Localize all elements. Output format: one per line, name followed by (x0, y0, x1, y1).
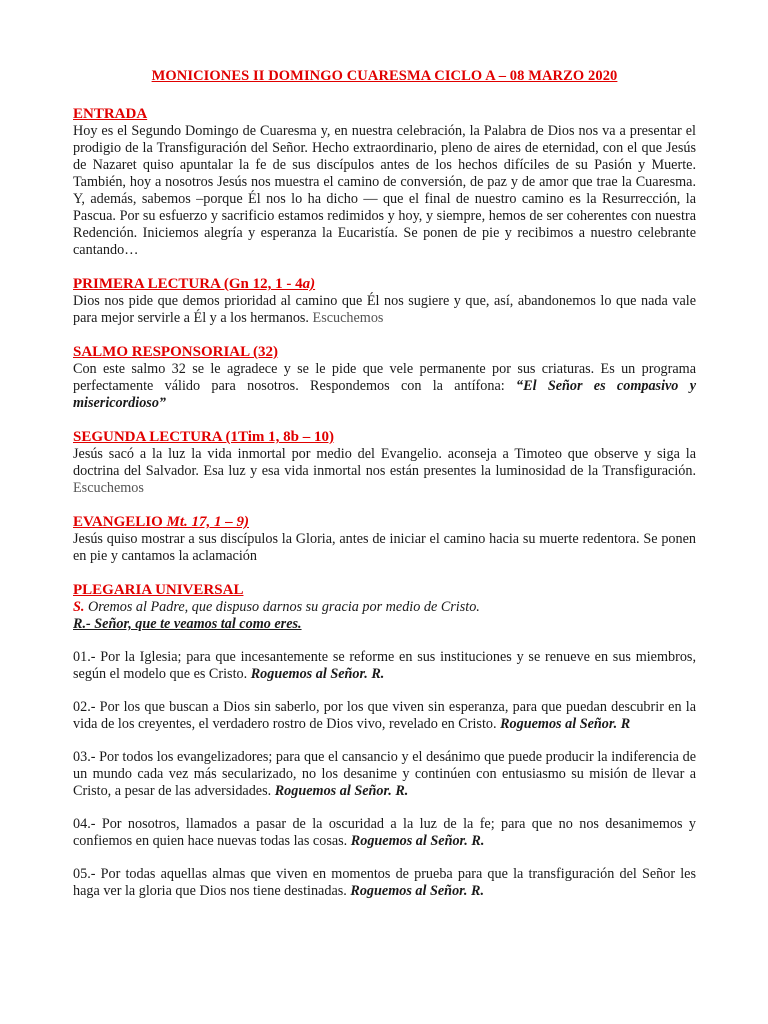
section-plegaria (73, 581, 696, 900)
plegaria-intro-text: Oremos al Padre, que dispuso darnos su gracia por medio de Cristo. (87, 599, 480, 615)
intention-text: 05.- Por todas aquellas almas que viven en momentos de prueba para que la transfiguración del Señor les haga ver la gloria que Dios nos tiene destinadas. (73, 866, 696, 899)
document-title: MONICIONES II DOMINGO CUARESMA CICLO A – 08 MARZO 2020 (151, 68, 618, 84)
heading-primera-lectura-italic: a) (302, 276, 316, 292)
heading-plegaria: PLEGARIA UNIVERSAL (73, 582, 244, 598)
intention-text: 04.- Por nosotros, llamados a pasar de la oscuridad a la luz de la fe; para que no nos desanimemos y confiemos en quien hace nuevas todas las cosas. (73, 816, 696, 849)
intention-text: 01.- Por la Iglesia; para que incesantemente se reforme en sus instituciones y se renueve en sus miembros, según el modelo que es Cristo. (73, 649, 696, 682)
heading-evangelio (73, 514, 249, 531)
salmo-body: Con este salmo 32 se le agradece y se le pide que vele permanente por sus criaturas. Es un programa perfectamente válido para nosotros. Respondemos con la antífona: (73, 361, 696, 394)
intention-response: Roguemos al Señor. R. (350, 883, 485, 899)
heading-evangelio-main: EVANGELIO (73, 514, 163, 530)
heading-entrada: ENTRADA (73, 106, 148, 122)
segunda-lectura-body: Jesús sacó a la luz la vida inmortal por medio del Evangelio. aconseja a Timoteo que observe y siga la doctrina del Salvador. Esa luz y esa vida inmortal nos están presentes la luminosidad de la Transfiguración. (73, 446, 696, 479)
heading-primera-lectura-main: PRIMERA LECTURA (Gn 12, 1 - 4 (73, 276, 303, 292)
intention-item (73, 749, 696, 800)
text-segunda-lectura (73, 446, 696, 497)
section-evangelio (73, 513, 696, 565)
plegaria-s-letter: S. (73, 599, 85, 615)
intention-item (73, 816, 696, 850)
plegaria-intro (73, 599, 696, 616)
salmo-antiphon: “El Señor es compasivo y misericordioso” (73, 378, 696, 411)
segunda-lectura-escuchemos: Escuchemos (73, 480, 144, 496)
text-entrada: Hoy es el Segundo Domingo de Cuaresma y, en nuestra celebración, la Palabra de Dios nos va a presentar el prodigio de la Transfiguración del Señor. Hecho extraordinario, pleno de aires de eternidad, con el que Jesús de Nazaret quiso apuntalar la fe de sus discípulos antes de los hechos difíciles de su Pasión y Muerte. También, hoy a nosotros Jesús nos muestra el camino de conversión, de paz y de amor que trae la Cuaresma. Y, además, sabemos –porque Él nos lo ha dicho — que el final de nuestro camino es la Resurrección, la Pascua. Por su esfuerzo y sacrificio estamos redimidos y hoy, y siempre, hemos de ser coherentes con nuestra Redención. Iniciemos alegría y esperanza la Eucaristía. Se ponen de pie y recibimos a nuestro celebrante cantando… (73, 123, 696, 258)
heading-evangelio-italic: Mt. 17, 1 – 9) (166, 514, 250, 530)
text-salmo (73, 361, 696, 412)
text-evangelio: Jesús quiso mostrar a sus discípulos la Gloria, antes de iniciar el camino hacia su muerte redentora. Se ponen en pie y cantamos la aclamación (73, 531, 696, 564)
intention-item (73, 649, 696, 683)
intention-response: Roguemos al Señor. R. (250, 666, 385, 682)
heading-primera-lectura (73, 276, 315, 293)
intention-response: Roguemos al Señor. R. (350, 833, 485, 849)
section-primera-lectura (73, 275, 696, 327)
intention-text: 02.- Por los que buscan a Dios sin saberlo, por los que viven sin esperanza, para que puedan descubrir en la vida de los creyentes, el verdadero rostro de Dios vivo, revelado en Cristo. (73, 699, 696, 732)
section-segunda-lectura (73, 428, 696, 497)
section-salmo (73, 343, 696, 412)
plegaria-response: R.- Señor, que te veamos tal como eres. (73, 616, 302, 632)
section-entrada (73, 105, 696, 259)
heading-segunda-lectura: SEGUNDA LECTURA (1Tim 1, 8b – 10) (73, 429, 335, 445)
intention-item (73, 699, 696, 733)
primera-lectura-escuchemos: Escuchemos (312, 310, 384, 326)
intention-item (73, 866, 696, 900)
text-primera-lectura (73, 293, 696, 327)
intention-response: Roguemos al Señor. R. (274, 783, 409, 799)
intention-response: Roguemos al Señor. R (500, 716, 631, 732)
heading-salmo: SALMO RESPONSORIAL (32) (73, 344, 279, 360)
primera-lectura-body: Dios nos pide que demos prioridad al camino que Él nos sugiere y que, así, abandonemos lo que nada vale para mejor servirle a Él y a los hermanos. (73, 293, 696, 326)
intention-text: 03.- Por todos los evangelizadores; para que el cansancio y el desánimo que puede producir la indiferencia de un mundo cada vez más secularizado, no los desanime y continúen con entusiasmo su misión de llevar a Cristo, a pesar de las adversidades. (73, 749, 696, 799)
